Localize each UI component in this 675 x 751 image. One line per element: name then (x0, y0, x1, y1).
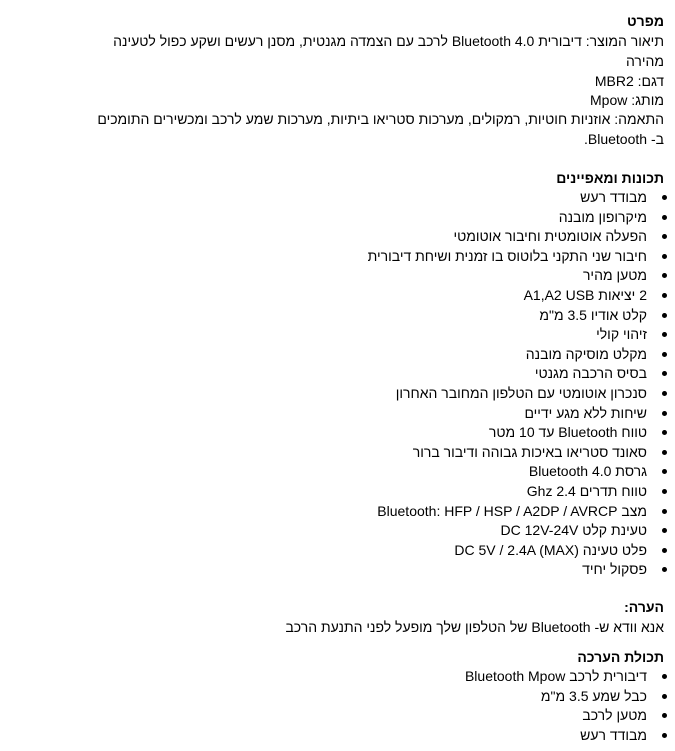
bullet-icon (662, 713, 667, 718)
bullet-icon (662, 411, 667, 416)
bullet-icon (662, 430, 667, 435)
bullet-icon (662, 234, 667, 239)
features-heading: תכונות ומאפיינים (556, 170, 664, 186)
spec-heading: מפרט (627, 13, 664, 29)
list-item (7, 208, 647, 228)
list-item (7, 188, 647, 208)
list-item-text: מצב Bluetooth: HFP / HSP / A2DP / AVRCP (377, 502, 647, 519)
list-item-text: מבודד רעש (580, 189, 647, 205)
list-item-text: מטען מהיר (582, 267, 647, 284)
bullet-icon (662, 509, 667, 514)
list-item (7, 266, 647, 286)
list-item (7, 521, 647, 541)
list-item (7, 667, 647, 687)
list-item (7, 345, 647, 365)
list-item-text: שיחות ללא מגע ידיים (524, 404, 647, 421)
list-item (7, 306, 647, 326)
bullet-icon (662, 371, 667, 376)
list-item-text: טווח תדרים 2.4 Ghz (526, 483, 647, 499)
bullet-icon (662, 733, 667, 738)
list-item-text: מבודד רעש (580, 726, 647, 743)
list-item-text: גרסת Bluetooth 4.0 (528, 463, 647, 480)
contents-heading: תכולת הערכה (577, 649, 664, 665)
list-item (7, 482, 647, 502)
list-item (7, 384, 647, 404)
list-item-text: הפעלה אוטומטית וחיבור אוטומטי (453, 228, 647, 245)
spec-model: דגם: MBR2 (594, 73, 664, 89)
list-item-text: כבל שמע 3.5 מ"מ (540, 687, 647, 704)
list-item-text: בסיס הרכבה מגנטי (534, 365, 647, 382)
list-item (7, 687, 647, 707)
bullet-icon (662, 548, 667, 553)
list-item-text: פסקול יחיד (582, 561, 647, 578)
list-item-text: מיקרופון מובנה (558, 208, 647, 225)
bullet-icon (662, 567, 667, 572)
list-item (7, 443, 647, 463)
list-item (7, 560, 647, 580)
bullet-icon (662, 273, 667, 278)
list-item (7, 462, 647, 482)
spec-brand: מותג: Mpow (590, 92, 664, 108)
note-text: אנא וודא ש- Bluetooth של הטלפון שלך מופעל לפני התנעת הרכב (285, 619, 664, 635)
list-item (7, 364, 647, 384)
list-item-text: מטען לרכב (582, 707, 647, 724)
bullet-icon (662, 195, 667, 200)
bullet-icon (662, 293, 667, 298)
bullet-icon (662, 489, 667, 494)
list-item-text: דיבורית לרכב Bluetooth Mpow (464, 668, 647, 684)
bullet-icon (662, 694, 667, 699)
bullet-icon (662, 332, 667, 337)
bullet-icon (662, 450, 667, 455)
list-item (7, 726, 647, 746)
list-item-text: 2 יציאות A1,A2 USB (523, 287, 647, 303)
list-item (7, 706, 647, 726)
bullet-icon (662, 352, 667, 357)
list-item-text: טעינת קלט DC 12V-24V (500, 522, 647, 539)
list-item-text: זיהוי קולי (596, 326, 647, 343)
list-item (7, 404, 647, 424)
bullet-icon (662, 528, 667, 533)
list-item (7, 502, 647, 522)
bullet-icon (662, 313, 667, 318)
bullet-icon (662, 469, 667, 474)
bullet-icon (662, 391, 667, 396)
list-item (7, 541, 647, 561)
list-item-text: חיבור שני התקני בלוטוס בו זמנית ושיחת דיבורית (367, 247, 647, 264)
list-item-text: קלט אודיו 3.5 מ"מ (539, 306, 647, 323)
bullet-icon (662, 254, 667, 259)
list-item (7, 423, 647, 443)
list-item-text: פלט טעינה DC 5V / 2.4A (MAX) (454, 541, 647, 558)
list-item-text: מקלט מוסיקה מובנה (525, 345, 647, 362)
bullet-icon (662, 215, 667, 220)
list-item-text: סנכרון אוטומטי עם הטלפון המחובר האחרון (395, 385, 647, 401)
list-item (7, 325, 647, 345)
spec-description: תיאור המוצר: דיבורית Bluetooth 4.0 לרכב עם הצמדה מגנטית, מסנן רעשים ושקע כפול לטעינה מהירה (113, 33, 664, 69)
list-item (7, 227, 647, 247)
list-item-text: סאונד סטריאו באיכות גבוהה ודיבור ברור (412, 443, 647, 460)
list-item (7, 286, 647, 306)
list-item (7, 247, 647, 267)
note-heading: הערה: (624, 599, 664, 615)
spec-compatibility: התאמה: אוזניות חוטיות, רמקולים, מערכות סטריאו ביתיות, מערכות שמע לרכב ומכשירים התומכים ב- Bluetooth. (97, 111, 664, 147)
list-item-text: טווח Bluetooth עד 10 מטר (488, 424, 647, 441)
bullet-icon (662, 674, 667, 679)
